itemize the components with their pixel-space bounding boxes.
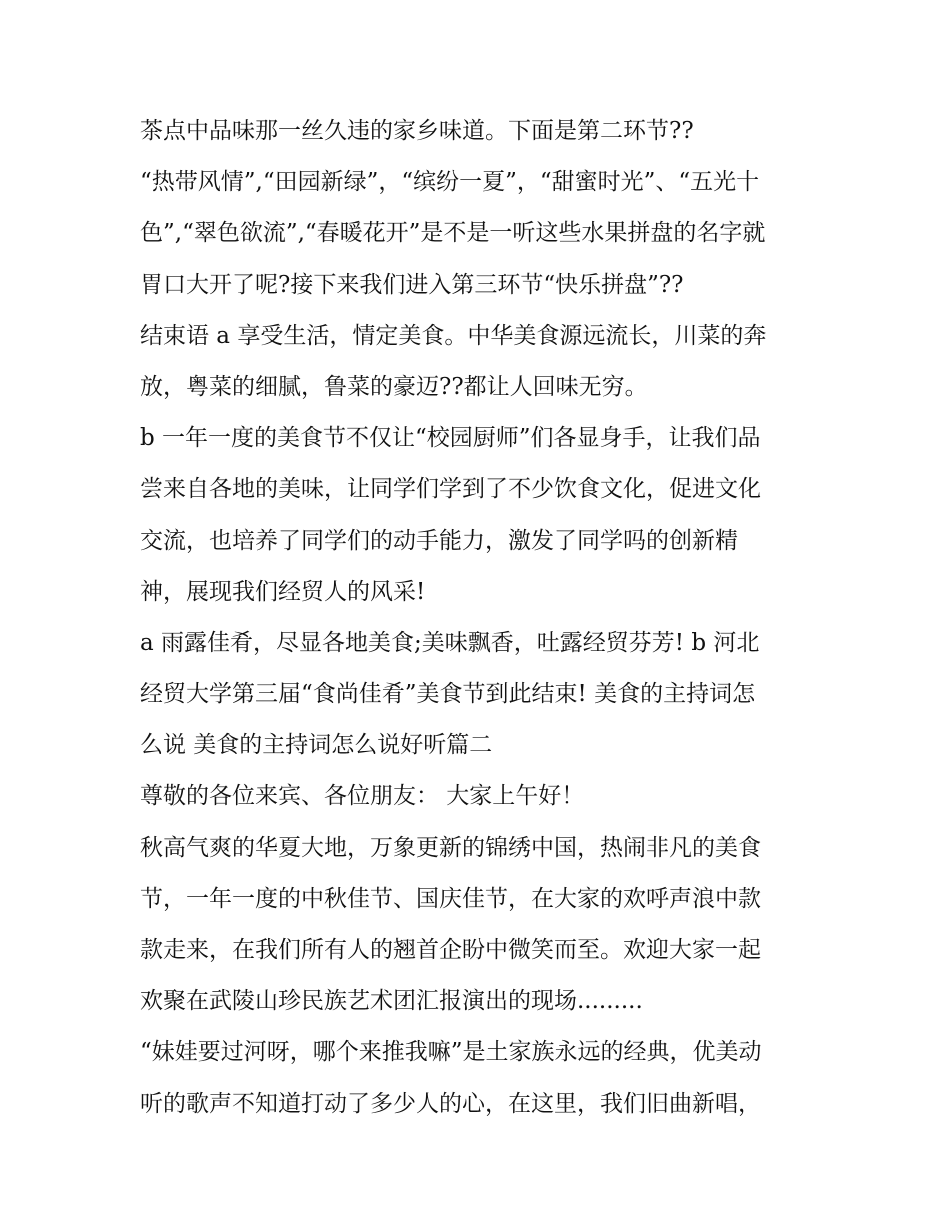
text-line: a 雨露佳肴，尽显各地美食;美味飘香，吐露经贸芬芳! b 河北 xyxy=(140,629,760,656)
text-line: 茶点中品味那一丝久违的家乡味道。下面是第二环节?? xyxy=(140,118,694,144)
text-line: 欢聚在武陵山珍民族艺术团汇报演出的现场......... xyxy=(140,988,643,1015)
text-line: 交流，也培养了同学们的动手能力，激发了同学吗的创新精 xyxy=(140,527,738,554)
text-line: b 一年一度的美食节不仅让“校园厨师”们各显身手，让我们品 xyxy=(140,425,761,452)
text-line: 经贸大学第三届“食尚佳肴”美食节到此结束! 美食的主持词怎 xyxy=(140,681,756,708)
text-line: 秋高气爽的华夏大地，万象更新的锦绣中国，热闹非凡的美食 xyxy=(140,834,761,861)
text-line: 结束语 a 享受生活，情定美食。中华美食源远流长，川菜的奔 xyxy=(140,322,767,349)
text-line: 么说 美食的主持词怎么说好听篇二 xyxy=(140,732,493,759)
text-line: 胃口大开了呢?接下来我们进入第三环节“快乐拼盘”?? xyxy=(140,271,684,298)
text-line: “妹娃要过河呀，哪个来推我嘛”是土家族永远的经典，优美动 xyxy=(140,1039,762,1066)
document-body xyxy=(140,106,830,1130)
text-line: 节，一年一度的中秋佳节、国庆佳节，在大家的欢呼声浪中款 xyxy=(140,885,761,912)
text-line: 色”,“翠色欲流”,“春暖花开”是不是一听这些水果拼盘的名字就 xyxy=(140,220,766,247)
text-line: “热带风情”,“田园新绿”，“缤纷一夏”，“甜蜜时光”、“五光十 xyxy=(140,169,760,196)
text-line: 听的歌声不知道打动了多少人的心，在这里，我们旧曲新唱， xyxy=(140,1090,761,1117)
text-line: 款走来，在我们所有人的翘首企盼中微笑而至。欢迎大家一起 xyxy=(140,937,761,963)
text-line: 放，粤菜的细腻，鲁菜的豪迈??都让人回味无穷。 xyxy=(140,373,648,400)
text-line: 尊敬的各位来宾、各位朋友： 大家上午好！ xyxy=(140,783,585,810)
text-line: 神，展现我们经贸人的风采! xyxy=(140,578,426,605)
text-line: 尝来自各地的美味，让同学们学到了不少饮食文化，促进文化 xyxy=(140,476,761,503)
